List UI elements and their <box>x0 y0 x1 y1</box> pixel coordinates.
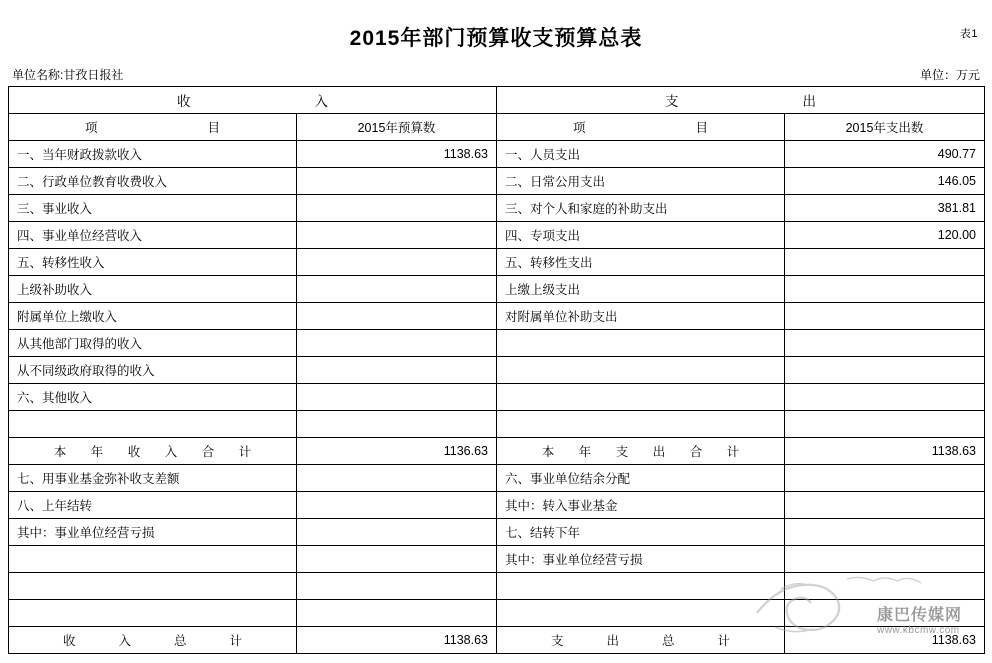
income-item-cell <box>9 573 297 600</box>
expense-amount-cell <box>785 465 985 492</box>
table-row <box>9 519 985 546</box>
table-row <box>9 600 985 627</box>
subtotal-income-label: 本 年 收 入 合 计 <box>9 438 297 465</box>
income-amount-header: 2015年预算数 <box>297 114 497 141</box>
income-amount-cell <box>297 492 497 519</box>
expense-item-cell: 五、转移性支出 <box>497 249 785 276</box>
expense-item-cell <box>497 357 785 384</box>
expense-item-cell: 七、结转下年 <box>497 519 785 546</box>
expense-amount-cell <box>785 249 985 276</box>
income-item-cell: 五、转移性收入 <box>9 249 297 276</box>
expense-group-header: 支 出 <box>497 87 985 114</box>
expense-amount-cell <box>785 519 985 546</box>
table-row <box>9 411 985 438</box>
income-amount-cell <box>297 465 497 492</box>
income-amount-cell <box>297 546 497 573</box>
expense-amount-cell <box>785 276 985 303</box>
income-item-cell: 一、当年财政拨款收入 <box>9 141 297 168</box>
expense-amount-cell <box>785 384 985 411</box>
table-row <box>9 573 985 600</box>
subtotal-row <box>9 438 985 465</box>
expense-item-cell: 六、事业单位结余分配 <box>497 465 785 492</box>
table-row <box>9 195 985 222</box>
group-header-row <box>9 87 985 114</box>
watermark-site-name: 康巴传媒网 <box>876 607 962 624</box>
table-row <box>9 465 985 492</box>
income-amount-cell <box>297 519 497 546</box>
meta-row <box>8 66 984 86</box>
table-row <box>9 249 985 276</box>
page-title: 2015年部门预算收支预算总表 <box>349 27 643 50</box>
column-header-row <box>9 114 985 141</box>
subtotal-expense-amount: 1138.63 <box>785 438 985 465</box>
income-amount-cell: 1138.63 <box>297 141 497 168</box>
subtotal-income-amount: 1136.63 <box>297 438 497 465</box>
expense-amount-cell <box>785 492 985 519</box>
expense-amount-cell <box>785 573 985 600</box>
expense-item-cell: 对附属单位补助支出 <box>497 303 785 330</box>
income-item-cell <box>9 600 297 627</box>
income-amount-cell <box>297 573 497 600</box>
income-amount-cell <box>297 195 497 222</box>
expense-amount-cell <box>785 330 985 357</box>
income-item-cell: 附属单位上缴收入 <box>9 303 297 330</box>
expense-amount-cell <box>785 546 985 573</box>
expense-amount-cell <box>785 411 985 438</box>
income-amount-cell <box>297 600 497 627</box>
income-item-cell: 三、事业收入 <box>9 195 297 222</box>
subtotal-expense-label: 本 年 支 出 合 计 <box>497 438 785 465</box>
income-amount-cell <box>297 357 497 384</box>
expense-amount-cell: 381.81 <box>785 195 985 222</box>
table-row <box>9 222 985 249</box>
income-amount-cell <box>297 411 497 438</box>
income-amount-cell <box>297 303 497 330</box>
grand-total-expense-label: 支 出 总 计 <box>497 627 785 654</box>
income-group-header: 收 入 <box>9 87 497 114</box>
income-item-cell: 其中：事业单位经营亏损 <box>9 519 297 546</box>
income-amount-cell <box>297 168 497 195</box>
income-amount-cell <box>297 330 497 357</box>
table-row <box>9 303 985 330</box>
income-item-cell: 二、行政单位教育收费收入 <box>9 168 297 195</box>
expense-item-cell <box>497 573 785 600</box>
expense-item-cell: 其中：转入事业基金 <box>497 492 785 519</box>
expense-amount-cell <box>785 357 985 384</box>
table-row <box>9 492 985 519</box>
income-amount-cell <box>297 276 497 303</box>
table-row <box>9 330 985 357</box>
expense-item-cell: 上缴上级支出 <box>497 276 785 303</box>
budget-table <box>8 86 985 654</box>
income-item-header: 项 目 <box>9 114 297 141</box>
table-row <box>9 276 985 303</box>
watermark-site-url: www.kbcmw.com <box>876 625 960 636</box>
table-row <box>9 357 985 384</box>
expense-item-cell: 四、专项支出 <box>497 222 785 249</box>
expense-item-cell: 其中：事业单位经营亏损 <box>497 546 785 573</box>
expense-amount-cell: 490.77 <box>785 141 985 168</box>
expense-item-cell <box>497 600 785 627</box>
income-item-cell: 六、其他收入 <box>9 384 297 411</box>
table-row <box>9 168 985 195</box>
table-row <box>9 384 985 411</box>
table-row <box>9 141 985 168</box>
expense-item-cell: 一、人员支出 <box>497 141 785 168</box>
income-item-cell <box>9 411 297 438</box>
income-item-cell: 八、上年结转 <box>9 492 297 519</box>
grand-total-income-label: 收 入 总 计 <box>9 627 297 654</box>
income-item-cell <box>9 546 297 573</box>
expense-amount-header: 2015年支出数 <box>785 114 985 141</box>
expense-item-cell: 二、日常公用支出 <box>497 168 785 195</box>
table-body <box>9 87 985 654</box>
income-item-cell: 四、事业单位经营收入 <box>9 222 297 249</box>
expense-item-cell <box>497 384 785 411</box>
income-item-cell: 上级补助收入 <box>9 276 297 303</box>
income-item-cell: 从不同级政府取得的收入 <box>9 357 297 384</box>
grand-total-row <box>9 627 985 654</box>
expense-item-header: 项 目 <box>497 114 785 141</box>
grand-total-income-amount: 1138.63 <box>297 627 497 654</box>
expense-amount-cell <box>785 600 985 627</box>
income-amount-cell <box>297 384 497 411</box>
expense-amount-cell: 146.05 <box>785 168 985 195</box>
unit-measure: 单位：万元 <box>919 68 980 82</box>
document-page <box>0 22 992 663</box>
expense-amount-cell: 120.00 <box>785 222 985 249</box>
income-amount-cell <box>297 222 497 249</box>
expense-amount-cell <box>785 303 985 330</box>
expense-item-cell <box>497 330 785 357</box>
expense-item-cell: 三、对个人和家庭的补助支出 <box>497 195 785 222</box>
grand-total-expense-amount: 1138.63 <box>785 627 985 654</box>
income-item-cell: 从其他部门取得的收入 <box>9 330 297 357</box>
expense-item-cell <box>497 411 785 438</box>
unit-name: 单位名称:甘孜日报社 <box>12 68 124 82</box>
income-item-cell: 七、用事业基金弥补收支差额 <box>9 465 297 492</box>
table-number: 表1 <box>959 28 978 40</box>
table-row <box>9 546 985 573</box>
income-amount-cell <box>297 249 497 276</box>
